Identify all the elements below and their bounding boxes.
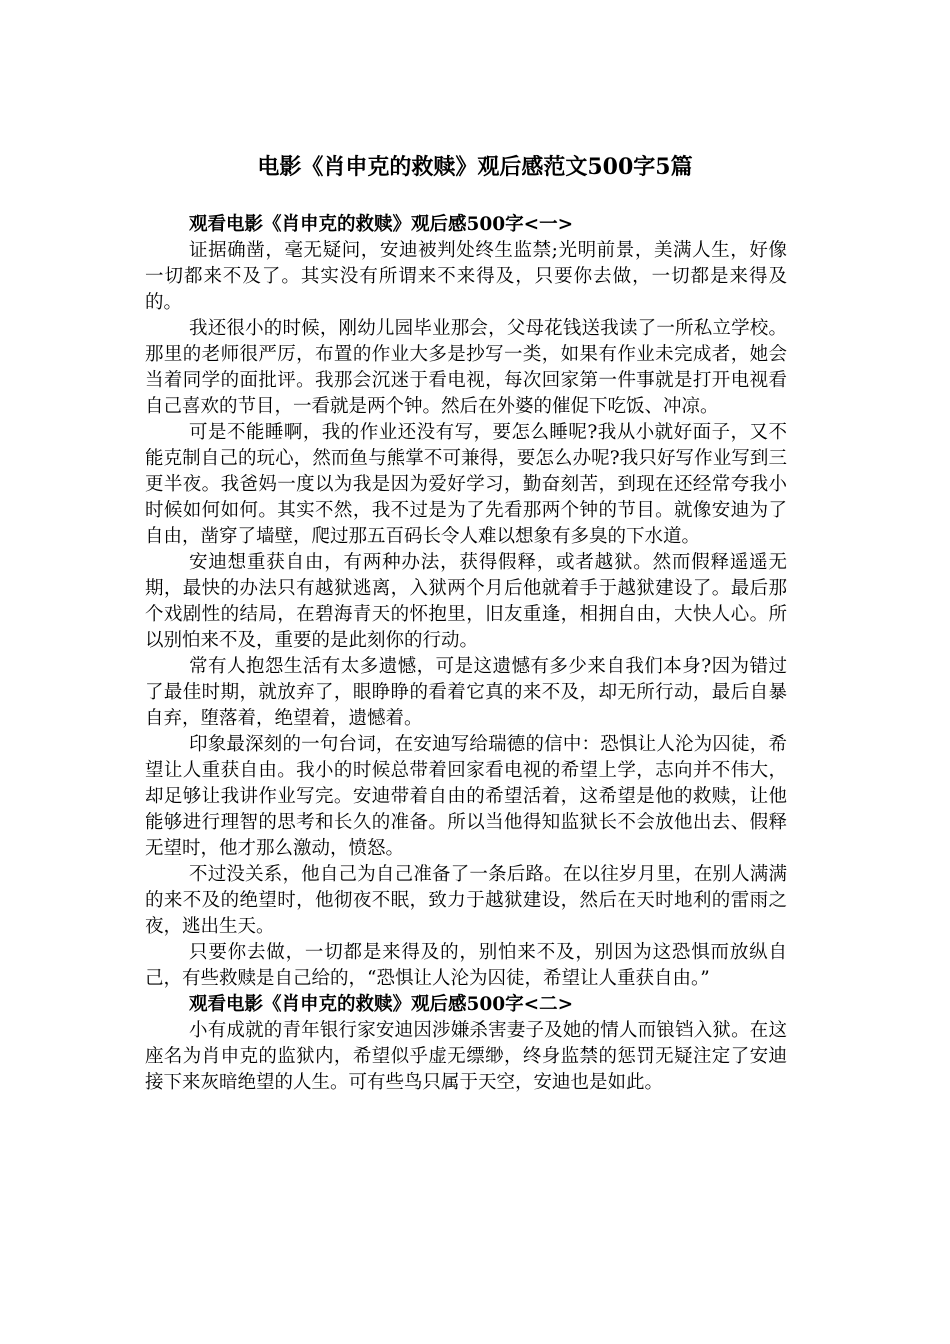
- paragraph: 印象最深刻的一句台词，在安迪写给瑞德的信中：恐惧让人沦为囚徒，希望让人重获自由。我小的时候总带着回家看电视的希望上学，志向并不伟大，却足够让我讲作业写完。安迪带着自由的希望活着，这希望是他的救赎，让他能够进行理智的思考和长久的准备。所以当他得知监狱长不会放他出去、假释无望时，他才那么激动，愤怒。: [145, 734, 787, 859]
- section-heading: 观看电影《肖申克的救赎》观后感500字<一>: [189, 214, 574, 235]
- paragraph: 不过没关系，他自己为自己准备了一条后路。在以往岁月里，在别人满满的来不及的绝望时，他彻夜不眠，致力于越狱建设，然后在天时地利的雷雨之夜，逃出生天。: [145, 864, 787, 937]
- document-body: [145, 212, 787, 1096]
- paragraph: 我还很小的时候，刚幼儿园毕业那会，父母花钱送我读了一所私立学校。那里的老师很严厉，布置的作业大多是抄写一类，如果有作业未完成者，她会当着同学的面批评。我那会沉迷于看电视，每次回家第一件事就是打开电视看自己喜欢的节目，一看就是两个钟。然后在外婆的催促下吃饭、冲凉。: [145, 318, 787, 417]
- paragraph: 小有成就的青年银行家安迪因涉嫌杀害妻子及她的情人而锒铛入狱。在这座名为肖申克的监狱内，希望似乎虚无缥缈，终身监禁的惩罚无疑注定了安迪接下来灰暗绝望的人生。可有些鸟只属于天空，安迪也是如此。: [145, 1020, 787, 1093]
- section-1: [145, 212, 787, 992]
- section-2: [145, 992, 787, 1096]
- document-title: 电影《肖申克的救赎》观后感范文500字5篇: [257, 154, 693, 180]
- paragraph: 证据确凿，毫无疑问，安迪被判处终生监禁;光明前景，美满人生，好像一切都来不及了。其实没有所谓来不来得及，只要你去做，一切都是来得及的。: [145, 240, 787, 313]
- section-heading: 观看电影《肖申克的救赎》观后感500字<二>: [189, 994, 574, 1015]
- paragraph: 安迪想重获自由，有两种办法，获得假释，或者越狱。然而假释遥遥无期，最快的办法只有越狱逃离，入狱两个月后他就着手于越狱建设了。最后那个戏剧性的结局，在碧海青天的怀抱里，旧友重逢，相拥自由，大快人心。所以别怕来不及，重要的是此刻你的行动。: [145, 552, 787, 651]
- paragraph: 只要你去做，一切都是来得及的，别怕来不及，别因为这恐惧而放纵自己，有些救赎是自己给的，“恐惧让人沦为囚徒，希望让人重获自由。”: [145, 942, 787, 989]
- paragraph: 常有人抱怨生活有太多遗憾，可是这遗憾有多少来自我们本身?因为错过了最佳时期，就放弃了，眼睁睁的看着它真的来不及，却无所行动，最后自暴自弃，堕落着，绝望着，遗憾着。: [145, 656, 787, 729]
- paragraph: 可是不能睡啊，我的作业还没有写，要怎么睡呢?我从小就好面子，又不能克制自己的玩心，然而鱼与熊掌不可兼得，要怎么办呢?我只好写作业写到三更半夜。我爸妈一度以为我是因为爱好学习，勤奋刻苦，到现在还经常夸我小时候如何如何。其实不然，我不过是为了先看那两个钟的节目。就像安迪为了自由，凿穿了墙壁，爬过那五百码长令人难以想象有多臭的下水道。: [145, 422, 787, 547]
